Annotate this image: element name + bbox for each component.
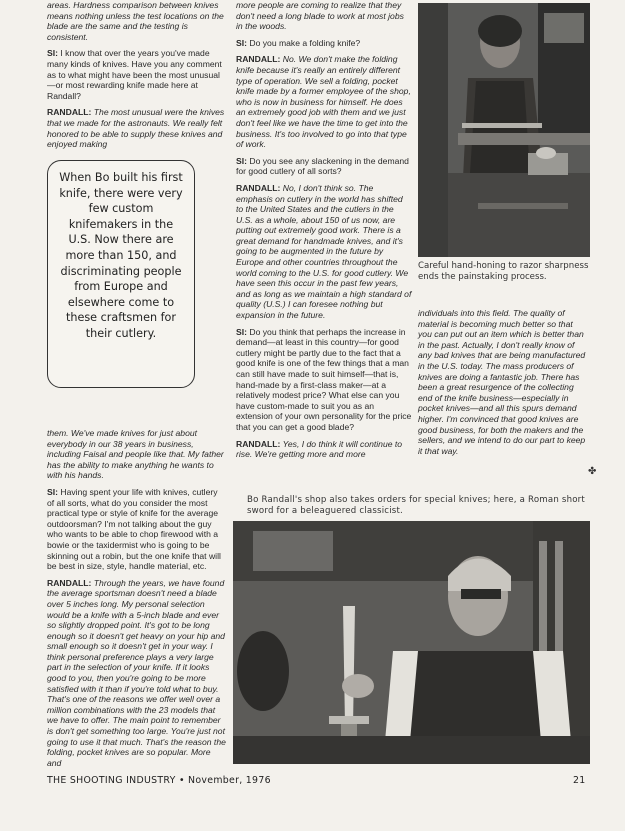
column-right — [418, 308, 588, 462]
interview-answer — [236, 439, 412, 460]
column-middle — [236, 0, 412, 466]
paragraph-text: Do you think that perhaps the increase in demand—at least in this country—for good cutlery might be partly due to the fact that a good knife is one of the few things that a man can still have made to suit himself—that is, hand-made by a first-class maker—at a relatively modest price? What else can you have custom-made to suit you as an extension of your own personality for the price that you can get a good blade? — [236, 326, 412, 432]
interview-answer — [418, 308, 588, 456]
paragraph-text: Do you make a folding knife? — [249, 37, 361, 48]
speaker-label: SI: — [47, 48, 58, 59]
paragraph-text: No. We don't make the folding knife because it's really an entirely different type of operation. We sell a folding, pocket knife made by a former employee of the shop, who is now in business for himself. He does an extremely good job with them and we just don't feel like we have the time to get into the business. It's too involved to go into that type of work. — [236, 54, 411, 150]
speaker-label: SI: — [236, 326, 247, 337]
speaker-label: RANDALL: — [236, 438, 281, 449]
photo-roman-short-sword — [233, 521, 590, 764]
photo-knifemaker-honing — [418, 3, 590, 257]
interview-answer — [47, 0, 227, 42]
interview-question — [47, 487, 227, 572]
paragraph-text: I know that over the years you've made many kinds of knives. Have you any comment as to what might have been the most unusual—or most rewarding knife made here at Randall? — [47, 48, 222, 101]
interview-answer — [47, 107, 227, 149]
paragraph-text: individuals into this field. The quality of material is becoming much better so that you can put out an item which is better than in the past. Actually, I don't really know of any bad knives that are being manufactured in the U.S. today. The mass producers of knives are doing a fantastic job. There has been a great resurgence of the collecting end of the knife business—especially in pocket knives—and all this spurs demand higher. I'm convinced that good knives are good business, for both the makers and the sellers, and we intend to do our part to keep it that way. — [418, 308, 586, 456]
interview-question — [236, 38, 412, 49]
interview-answer — [47, 578, 227, 769]
interview-question — [47, 48, 227, 101]
paragraph-text: areas. Hardness comparison between knives means nothing unless the test locations on the blade are the same and the testing is consistent. — [47, 0, 224, 42]
footer-page-number: 21 — [573, 775, 586, 786]
paragraph-text: Do you see any slackening in the demand for good cutlery of all sorts? — [236, 155, 409, 177]
paragraph-text: Yes, I do think it will continue to rise. We're getting more and more — [236, 438, 403, 460]
speaker-label: RANDALL: — [47, 577, 92, 588]
paragraph-text: Having spent your life with knives, cutlery of all sorts, what do you consider the most practical type or style of knife for the average outdoorsman? I'm not talking about the guy who wants to be able to chop firewood with a bowie or the taxidermist who is going to be skinning out a robin, but the one knife that will be best in size, style, handle material, etc. — [47, 486, 221, 572]
caption-top: Careful hand-honing to razor sharpness ends the painstaking process. — [418, 261, 589, 282]
paragraph-text: more people are coming to realize that they don't need a long blade to work at most jobs in the woods. — [236, 0, 404, 32]
interview-answer — [236, 54, 412, 149]
speaker-label: RANDALL: — [47, 107, 92, 118]
interview-answer — [47, 428, 227, 481]
interview-answer — [236, 183, 412, 321]
column-left-bottom — [47, 428, 227, 774]
end-mark: ✤ — [588, 466, 597, 477]
paragraph-text: Through the years, we have found the average sportsman doesn't need a blade over 5 inches long. My personal selection would be a knife with a 5-inch blade and ever so slightly dropped point. It's got to be long enough so it doesn't get heavy on your hip and small enough so it doesn't get in your way. I think personal preference plays a very large part in the selection of your knife. If it looks good to you, then you're going to be more satisfied with it than if you're told what to buy. That's one of the reasons we offer well over a million combinations with the 23 models that we have to offer. The main point to remember is don't get something too large. You're just not going to use it that much. That's the reason the folding, pocket knives are so popular. More and — [47, 577, 226, 768]
paragraph-text: The most unusual were the knives that we made for the astronauts. We really felt honored to be able to supply these knives and enjoyed making — [47, 107, 225, 150]
paragraph-text: them. We've made knives for just about everybody in our 38 years in business, including Faisal and people like that. My father has the ability to make anything he wants to with his hands. — [47, 428, 224, 481]
paragraph-text: No, I don't think so. The emphasis on cutlery in the world has shifted to the United States and the cutlers in the U.S. as a whole, about 150 of us now, are putting out extremely good work. There is a great demand for handmade knives, and it's going to be augmented in the future by Europe and other countries throughout the world coming to the U.S. for good cutlery. We have seen this occur in the past few years, and as long as we maintain a high standard of quality (U.S.) I can foresee nothing but expansion in the future. — [236, 182, 412, 321]
column-left-top — [47, 0, 227, 156]
pull-quote: When Bo built his first knife, there were very few custom knifemakers in the U.S. Now there are more than 150, and discriminating people from Europe and elsewhere come to these craftsmen for their cutlery. — [47, 160, 195, 388]
speaker-label: SI: — [47, 486, 58, 497]
speaker-label: SI: — [236, 155, 247, 166]
speaker-label: RANDALL: — [236, 54, 281, 65]
footer-publication: THE SHOOTING INDUSTRY • November, 1976 — [47, 775, 271, 786]
speaker-label: SI: — [236, 37, 247, 48]
interview-question — [236, 327, 412, 433]
interview-answer — [236, 0, 412, 32]
interview-question — [236, 156, 412, 177]
caption-bottom: Bo Randall's shop also takes orders for special knives; here, a Roman short sword for a beleaguered classicist. — [247, 495, 585, 516]
speaker-label: RANDALL: — [236, 182, 281, 193]
